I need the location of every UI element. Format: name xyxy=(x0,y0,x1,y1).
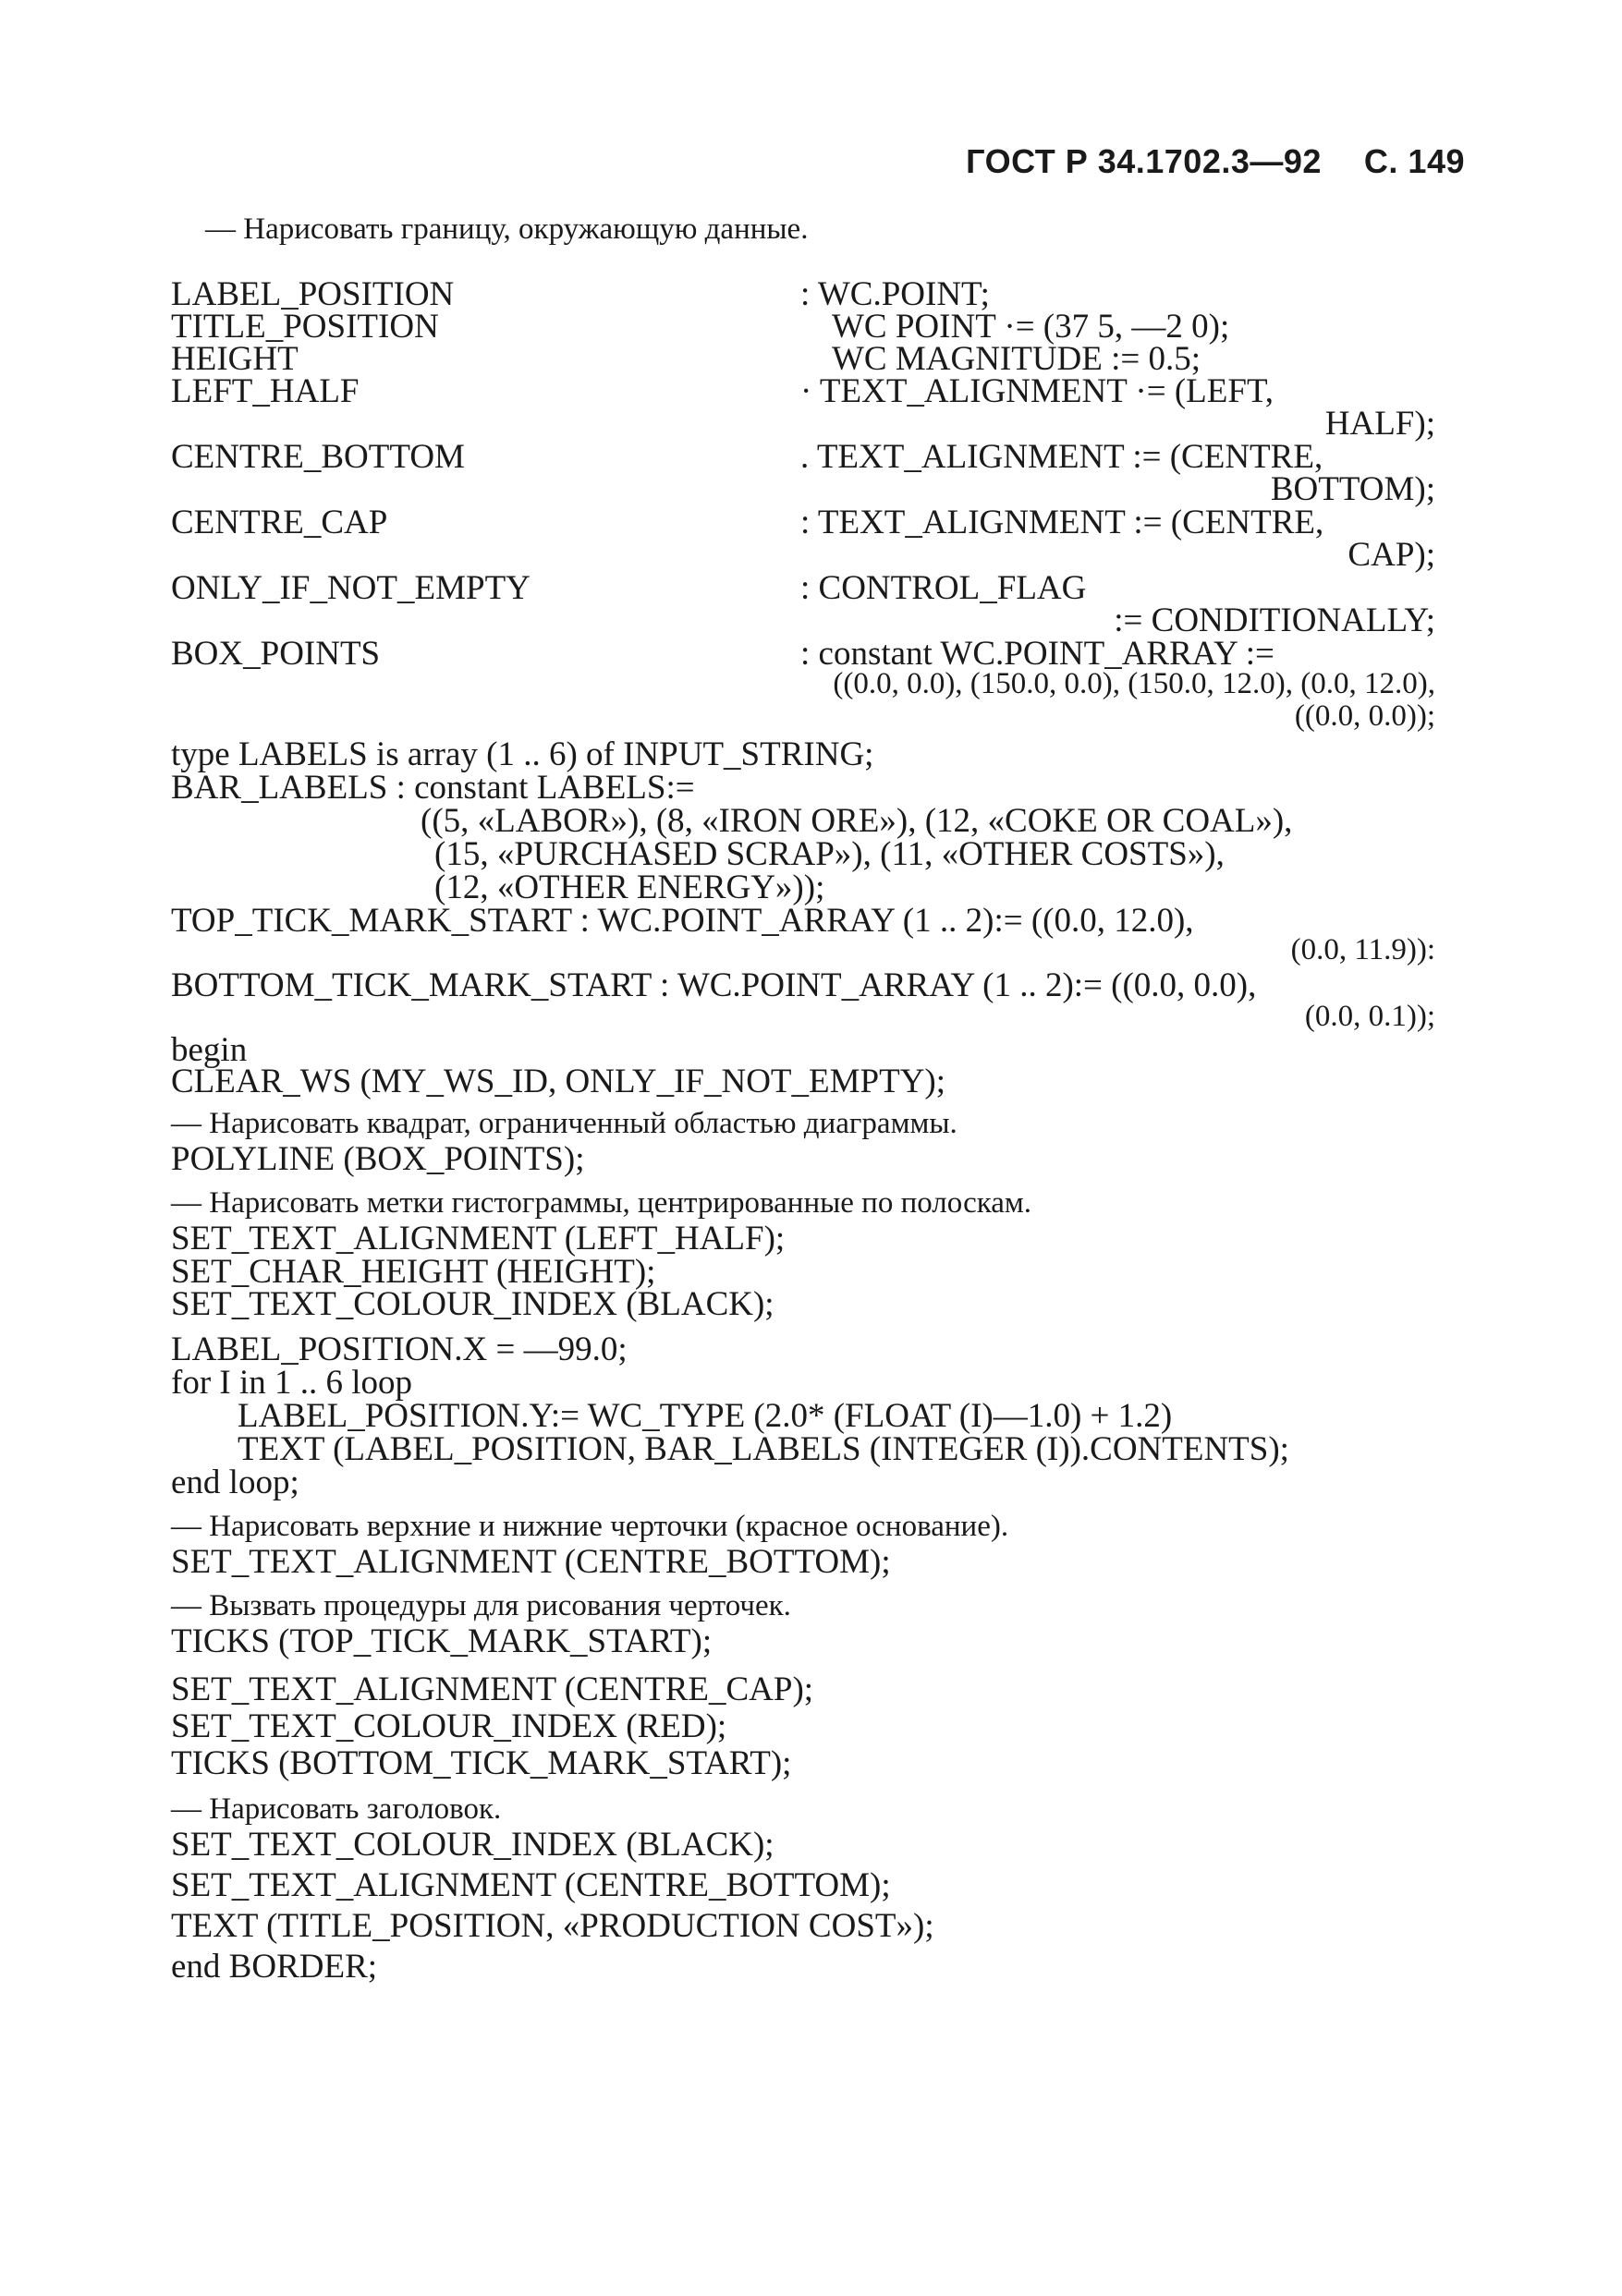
decl-value: : CONTROL_FLAG xyxy=(800,569,1087,607)
code-line: POLYLINE (BOX_POINTS); xyxy=(171,1140,585,1178)
code-line: CLEAR_WS (MY_WS_ID, ONLY_IF_NOT_EMPTY); xyxy=(171,1063,946,1100)
decl-value: : WC.POINT; xyxy=(800,275,990,313)
decl-name: TITLE_POSITION xyxy=(171,308,439,346)
decl-continuation: := CONDITIONALLY; xyxy=(1114,601,1435,639)
code-line: TOP_TICK_MARK_START : WC.POINT_ARRAY (1 .. 2):= ((0.0, 12.0), xyxy=(171,902,1194,940)
decl-value: : TEXT_ALIGNMENT := (CENTRE, xyxy=(800,504,1324,541)
page-header xyxy=(966,142,1465,181)
decl-name: CENTRE_BOTTOM xyxy=(171,438,465,476)
decl-continuation: ((0.0, 0.0)); xyxy=(1294,699,1435,733)
decl-name: CENTRE_CAP xyxy=(171,504,388,541)
code-line: BOTTOM_TICK_MARK_START : WC.POINT_ARRAY (1 .. 2):= ((0.0, 0.0), xyxy=(171,966,1257,1004)
code-line: LABEL_POSITION.X = —99.0; xyxy=(171,1330,628,1368)
code-line: SET_TEXT_COLOUR_INDEX (BLACK); xyxy=(171,1826,774,1864)
comment-line: — Нарисовать верхние и нижние черточки (красное основание). xyxy=(171,1510,1009,1543)
code-line: SET_TEXT_COLOUR_INDEX (RED); xyxy=(171,1707,727,1745)
code-line: (15, «PURCHASED SCRAP»), (11, «OTHER COSTS»), xyxy=(434,835,1225,873)
decl-value: . TEXT_ALIGNMENT := (CENTRE, xyxy=(800,438,1323,476)
code-line: type LABELS is array (1 .. 6) of INPUT_STRING; xyxy=(171,735,874,773)
code-line: TICKS (TOP_TICK_MARK_START); xyxy=(171,1622,713,1660)
code-line: BAR_LABELS : constant LABELS:= xyxy=(171,769,695,807)
code-line: begin xyxy=(171,1031,248,1069)
code-line: end BORDER; xyxy=(171,1948,378,1986)
intro-comment: — Нарисовать границу, окружающую данные. xyxy=(205,213,809,246)
decl-continuation: CAP); xyxy=(1348,536,1435,574)
code-line: SET_CHAR_HEIGHT (HEIGHT); xyxy=(171,1253,656,1291)
decl-value: WC MAGNITUDE := 0.5; xyxy=(832,340,1201,378)
decl-name: ONLY_IF_NOT_EMPTY xyxy=(171,569,531,607)
code-line: SET_TEXT_ALIGNMENT (CENTRE_CAP); xyxy=(171,1670,814,1708)
code-line: SET_TEXT_ALIGNMENT (CENTRE_BOTTOM); xyxy=(171,1543,891,1581)
code-line-continuation: (0.0, 11.9)): xyxy=(1290,933,1435,966)
decl-continuation: BOTTOM); xyxy=(1270,470,1435,508)
decl-continuation: ((0.0, 0.0), (150.0, 0.0), (150.0, 12.0), (0.0, 12.0), xyxy=(833,667,1435,700)
code-line: (12, «OTHER ENERGY»)); xyxy=(434,869,825,906)
code-line: end loop; xyxy=(171,1464,299,1501)
comment-line: — Нарисовать метки гистограммы, центрированные по полоскам. xyxy=(171,1186,1032,1220)
code-line: TEXT (LABEL_POSITION, BAR_LABELS (INTEGER (I)).CONTENTS); xyxy=(238,1430,1289,1468)
code-line: SET_TEXT_ALIGNMENT (CENTRE_BOTTOM); xyxy=(171,1866,891,1904)
decl-value: · TEXT_ALIGNMENT ·= (LEFT, xyxy=(800,372,1274,410)
code-line: SET_TEXT_ALIGNMENT (LEFT_HALF); xyxy=(171,1220,786,1257)
code-line: ((5, «LABOR»), (8, «IRON ORE»), (12, «COKE OR COAL»), xyxy=(421,802,1293,840)
code-line-continuation: (0.0, 0.1)); xyxy=(1304,1000,1435,1033)
code-line: for I in 1 .. 6 loop xyxy=(171,1364,413,1402)
decl-name: LEFT_HALF xyxy=(171,372,360,410)
comment-line: — Вызвать процедуры для рисования черточек. xyxy=(171,1589,791,1622)
decl-continuation: HALF); xyxy=(1324,405,1435,443)
standard-number: ГОСТ Р 34.1702.3—92 xyxy=(966,142,1322,180)
page-number: С. 149 xyxy=(1363,142,1465,180)
decl-value: WC POINT ·= (37 5, —2 0); xyxy=(832,308,1230,346)
code-line: TICKS (BOTTOM_TICK_MARK_START); xyxy=(171,1744,792,1782)
comment-line: — Нарисовать заголовок. xyxy=(171,1792,502,1826)
decl-name: HEIGHT xyxy=(171,340,299,378)
decl-value: : constant WC.POINT_ARRAY := xyxy=(800,635,1274,673)
decl-name: BOX_POINTS xyxy=(171,635,381,673)
code-line: SET_TEXT_COLOUR_INDEX (BLACK); xyxy=(171,1285,774,1323)
comment-line: — Нарисовать квадрат, ограниченный областью диаграммы. xyxy=(171,1107,957,1140)
decl-name: LABEL_POSITION xyxy=(171,275,455,313)
code-line: TEXT (TITLE_POSITION, «PRODUCTION COST»); xyxy=(171,1907,934,1945)
code-line: LABEL_POSITION.Y:= WC_TYPE (2.0* (FLOAT (I)—1.0) + 1.2) xyxy=(238,1397,1173,1435)
